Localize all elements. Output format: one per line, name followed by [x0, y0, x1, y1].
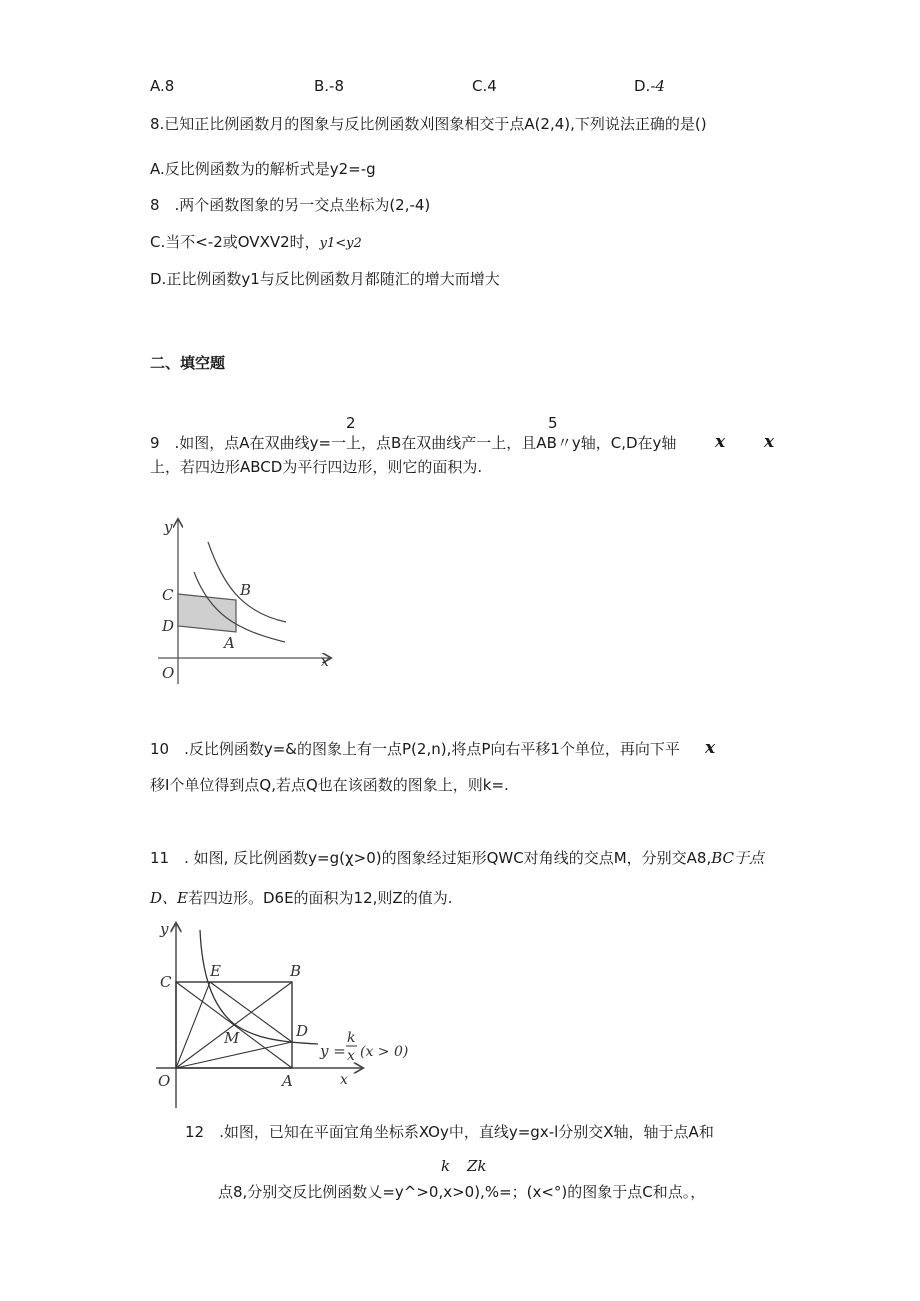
q8-option-d: D.正比例函数y1与反比例函数月都随汇的增大而增大 — [150, 270, 500, 288]
section-title: 二、填空题 — [150, 354, 226, 372]
q9-numerator-a: 2 — [346, 414, 356, 432]
option-a: A.8 — [150, 77, 175, 95]
q8-option-c-math: y1<y2 — [319, 236, 362, 251]
func-y: y = — [320, 1042, 346, 1060]
option-c: C.4 — [472, 77, 497, 95]
q10-line2: 移I个单位得到点Q,若点Q也在该函数的图象上，则k=. — [150, 776, 509, 794]
label-m: M — [224, 1029, 240, 1047]
q9-line1: 9 .如图，点A在双曲线y=一上，点B在双曲线产一上，且AB〃y轴，C,D在y轴 — [150, 434, 677, 452]
q10-denominator: x — [705, 738, 716, 758]
q9-denominator-b: x — [764, 432, 775, 452]
option-b: B.-8 — [314, 77, 345, 95]
q8-stem: 8.已知正比例函数月的图象与反比例函数刈图象相交于点A(2,4),下列说法正确的是() — [150, 115, 707, 133]
label-a: A — [282, 1072, 293, 1090]
q8-option-c — [150, 232, 362, 254]
figure-rectangle-hyperbola — [150, 914, 410, 1110]
label-x: x — [321, 654, 329, 670]
label-d: D — [296, 1022, 309, 1040]
q12-numerator-b: Zk — [467, 1157, 487, 1175]
label-c: C — [160, 973, 172, 991]
func-cond: (x > 0) — [360, 1044, 409, 1060]
label-y: y — [164, 518, 173, 536]
label-c: C — [162, 586, 174, 604]
q11-line2 — [150, 888, 452, 908]
parallelogram-abcd — [178, 594, 236, 632]
q8-option-b: 8 .两个函数图象的另一交点坐标为(2,-4) — [150, 196, 431, 214]
q10-line1: 10 .反比例函数y=&的图象上有一点P(2,n),将点P向右平移1个单位，再向下平 — [150, 740, 680, 758]
option-d — [634, 76, 665, 96]
label-e: E — [210, 962, 221, 980]
q12-numerator-a: k — [441, 1157, 451, 1175]
label-o: O — [158, 1072, 171, 1090]
label-d: D — [162, 617, 175, 635]
q9-line2: 上，若四边形ABCD为平行四边形，则它的面积为. — [150, 458, 483, 476]
q12-line2: 点8,分别交反比例函数乂=y^>0,x>0),%=；(x<°)的图象于点C和点。， — [218, 1183, 706, 1201]
label-a: A — [224, 634, 235, 652]
q11-line1-text: 11 . 如图, 反比例函数y=g(χ>0)的图象经过矩形QWC对角线的交点M，分别交A8, — [150, 849, 712, 867]
option-d-prefix: D. — [634, 77, 651, 95]
q11-line1-math: BC于点 — [711, 849, 765, 867]
q8-option-c-text: C.当不<-2或OVXV2时， — [150, 233, 320, 251]
figure-hyperbola-parallelogram — [150, 512, 340, 690]
q9-denominator-a: x — [715, 432, 726, 452]
q8-option-a: A.反比例函数为的解析式是y2=-g — [150, 160, 376, 178]
label-x: x — [340, 1072, 348, 1088]
q11-line1 — [150, 848, 764, 868]
q11-line2-text: 若四边形。D6E的面积为12,则Z的值为. — [187, 889, 453, 907]
label-b: B — [290, 962, 302, 980]
q11-line2-math: D、E — [150, 889, 188, 907]
func-k: k — [347, 1030, 356, 1046]
label-y: y — [160, 920, 169, 938]
option-d-math: -4 — [650, 77, 665, 95]
label-o: O — [162, 664, 175, 682]
func-x: x — [347, 1048, 355, 1064]
q12-line1: 12 .如图，已知在平面宜角坐标系XOy中，直线y=gx-l分别交X轴，轴于点A和 — [185, 1123, 714, 1141]
label-b: B — [240, 581, 252, 599]
q9-numerator-b: 5 — [548, 414, 558, 432]
